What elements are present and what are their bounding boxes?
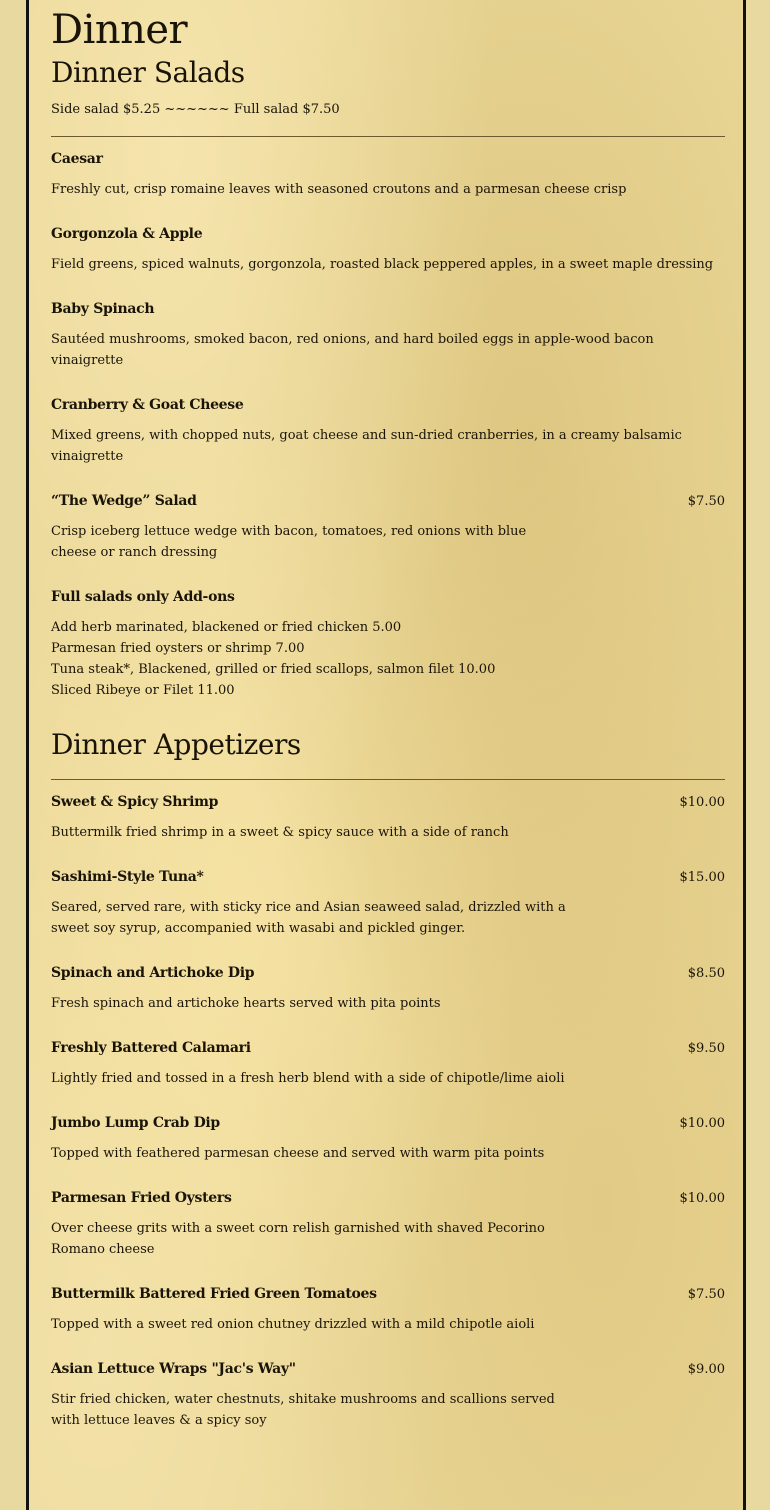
menu-item-name: Asian Lettuce Wraps "Jac's Way" bbox=[51, 1361, 296, 1377]
menu-item-description: Fresh spinach and artichoke hearts served with pita points bbox=[51, 996, 441, 1011]
menu-item-description: Lightly fried and tossed in a fresh herb blend with a side of chipotle/lime aioli bbox=[51, 1071, 565, 1086]
menu-item bbox=[51, 1286, 725, 1335]
menu-item-description: Topped with a sweet red onion chutney drizzled with a mild chipotle aioli bbox=[51, 1317, 535, 1332]
addon-line: Parmesan fried oysters or shrimp 7.00 bbox=[51, 641, 305, 656]
menu-item-description: Over cheese grits with a sweet corn relish garnished with shaved Pecorino Romano cheese bbox=[51, 1221, 545, 1257]
menu-item bbox=[51, 1190, 725, 1260]
salad-list bbox=[51, 151, 725, 563]
addons-list bbox=[51, 617, 725, 701]
menu-item bbox=[51, 794, 725, 843]
addons-title: Full salads only Add-ons bbox=[51, 589, 235, 605]
menu-item-name: Gorgonzola & Apple bbox=[51, 226, 203, 242]
menu-item bbox=[51, 869, 725, 939]
addons-block bbox=[51, 589, 725, 701]
menu-item-price: $9.00 bbox=[687, 1362, 725, 1377]
section-divider bbox=[51, 136, 725, 137]
menu-page bbox=[26, 0, 746, 1510]
addon-line: Sliced Ribeye or Filet 11.00 bbox=[51, 683, 235, 698]
menu-item-price: $10.00 bbox=[679, 795, 725, 810]
menu-item-description: Stir fried chicken, water chestnuts, shitake mushrooms and scallions served with lettuce leaves & a spicy soy bbox=[51, 1392, 555, 1428]
menu-content bbox=[51, 0, 725, 1457]
menu-item bbox=[51, 301, 725, 371]
menu-item-price: $7.50 bbox=[687, 1287, 725, 1302]
menu-item bbox=[51, 493, 725, 563]
menu-item-name: Cranberry & Goat Cheese bbox=[51, 397, 244, 413]
section-divider bbox=[51, 779, 725, 780]
menu-item bbox=[51, 1040, 725, 1089]
menu-item-description: Freshly cut, crisp romaine leaves with seasoned croutons and a parmesan cheese crisp bbox=[51, 182, 627, 197]
menu-item-name: “The Wedge” Salad bbox=[51, 493, 197, 509]
menu-item bbox=[51, 965, 725, 1014]
salad-price-note: Side salad $5.25 ~~~~~~ Full salad $7.50 bbox=[51, 102, 340, 117]
menu-item-name: Baby Spinach bbox=[51, 301, 155, 317]
menu-item bbox=[51, 151, 725, 200]
menu-item bbox=[51, 226, 725, 275]
menu-item-name: Caesar bbox=[51, 151, 103, 167]
menu-item-description: Field greens, spiced walnuts, gorgonzola, roasted black peppered apples, in a sweet maple dressing bbox=[51, 257, 714, 272]
menu-item-price: $9.50 bbox=[687, 1041, 725, 1056]
menu-item-price: $8.50 bbox=[687, 966, 725, 981]
menu-item-price: $7.50 bbox=[687, 494, 725, 509]
menu-item-price: $15.00 bbox=[679, 870, 725, 885]
menu-item-description: Topped with feathered parmesan cheese and served with warm pita points bbox=[51, 1146, 545, 1161]
menu-item-description: Sautéed mushrooms, smoked bacon, red onions, and hard boiled eggs in apple-wood bacon vinaigrette bbox=[51, 332, 654, 368]
menu-item-price: $10.00 bbox=[679, 1191, 725, 1206]
addon-line: Add herb marinated, blackened or fried chicken 5.00 bbox=[51, 620, 402, 635]
menu-item bbox=[51, 1361, 725, 1431]
menu-item bbox=[51, 397, 725, 467]
menu-item-description: Mixed greens, with chopped nuts, goat cheese and sun-dried cranberries, in a creamy balsamic vinaigrette bbox=[51, 428, 682, 464]
appetizer-list bbox=[51, 794, 725, 1431]
menu-item-name: Buttermilk Battered Fried Green Tomatoes bbox=[51, 1286, 377, 1302]
menu-item-name: Jumbo Lump Crab Dip bbox=[51, 1115, 220, 1131]
menu-item bbox=[51, 1115, 725, 1164]
menu-item-price: $10.00 bbox=[679, 1116, 725, 1131]
menu-item-description: Crisp iceberg lettuce wedge with bacon, tomatoes, red onions with blue cheese or ranch dressing bbox=[51, 524, 527, 560]
menu-item-name: Spinach and Artichoke Dip bbox=[51, 965, 255, 981]
menu-item-name: Sashimi-Style Tuna* bbox=[51, 869, 204, 885]
section-title-salads: Dinner Salads bbox=[51, 56, 245, 89]
menu-item-name: Freshly Battered Calamari bbox=[51, 1040, 251, 1056]
page-title: Dinner bbox=[51, 7, 188, 53]
menu-item-description: Seared, served rare, with sticky rice and Asian seaweed salad, drizzled with a sweet soy syrup, accompanied with wasabi and pickled ginger. bbox=[51, 900, 566, 936]
addon-line: Tuna steak*, Blackened, grilled or fried scallops, salmon filet 10.00 bbox=[51, 662, 496, 677]
menu-item-description: Buttermilk fried shrimp in a sweet & spicy sauce with a side of ranch bbox=[51, 825, 509, 840]
menu-item-name: Sweet & Spicy Shrimp bbox=[51, 794, 219, 810]
menu-item-name: Parmesan Fried Oysters bbox=[51, 1190, 232, 1206]
section-title-appetizers: Dinner Appetizers bbox=[51, 728, 301, 761]
